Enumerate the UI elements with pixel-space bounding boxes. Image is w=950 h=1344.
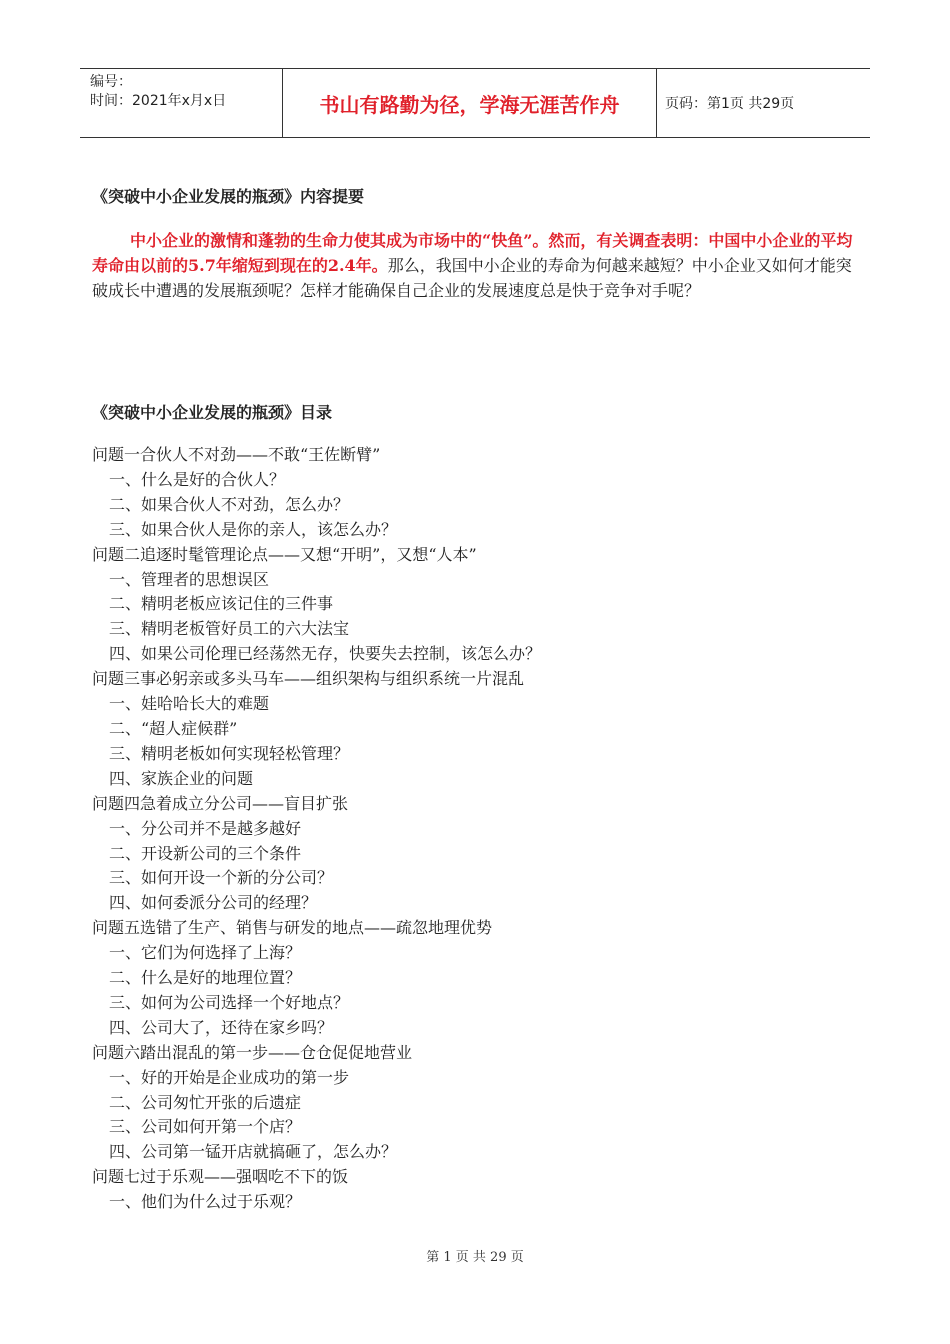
toc-item: 一、什么是好的合伙人？ (109, 469, 286, 489)
toc-item: 二、“超人症候群” (109, 718, 238, 738)
toc-item: 四、公司第一锰开店就搞砸了，怎么办？ (109, 1142, 398, 1162)
toc-item: 二、精明老板应该记住的三件事 (109, 594, 334, 614)
toc-item: 四、家族企业的问题 (109, 768, 254, 788)
toc-item: 三、如果合伙人是你的亲人，该怎么办？ (109, 519, 398, 539)
toc-problem-title: 问题七过于乐观——强咽吃不下的饭 (92, 1167, 349, 1187)
toc-item: 二、开设新公司的三个条件 (109, 843, 302, 863)
toc-problem-title: 问题五选错了生产、销售与研发的地点——疏忽地理优势 (92, 918, 493, 938)
summary-paragraph (92, 228, 862, 303)
toc-item: 四、如何委派分公司的经理？ (109, 893, 318, 913)
time-label: 时间：2021年x月x日 (90, 93, 227, 109)
toc-item: 四、公司大了，还待在家乡吗？ (109, 1017, 334, 1037)
toc-item: 一、分公司并不是越多越好 (109, 818, 302, 838)
toc-problem-title: 问题一合伙人不对劲——不敢“王佐断臂” (92, 445, 381, 464)
header-page-label: 页码：第1页 共29页 (665, 96, 795, 112)
summary-highlight: 中小企业的激情和蓬勃的生命力使其成为市场中的“快鱼”。然而，有关调查表明：中国中小企业的平均寿命由以前的5.7年缩短到现在的2.4年。 (92, 231, 853, 275)
toc-item: 三、如何开设一个新的分公司？ (109, 868, 334, 888)
number-label: 编号： (90, 74, 132, 90)
toc-problem-title: 问题四急着成立分公司——盲目扩张 (92, 793, 349, 813)
toc-item: 一、它们为何选择了上海？ (109, 943, 302, 963)
toc-item: 二、什么是好的地理位置？ (109, 968, 302, 988)
summary-text: 那么，我国中小企业的寿命为何越来越短？中小企业又如何才能突破成长中遭遇的发展瓶颈呢？怎样才能确保自己企业的发展速度总是快于竞争对手呢？ (92, 256, 852, 300)
toc-item: 四、如果公司伦理已经荡然无存，快要失去控制，该怎么办？ (109, 644, 542, 664)
toc-item: 一、管理者的思想误区 (109, 569, 270, 589)
toc-item: 三、如何为公司选择一个好地点？ (109, 992, 350, 1012)
toc-item: 二、公司匆忙开张的后遗症 (109, 1092, 302, 1112)
header-meta (80, 69, 283, 137)
toc-problem-title: 问题六踏出混乱的第一步——仓仓促促地营业 (92, 1042, 413, 1062)
toc-item: 一、好的开始是企业成功的第一步 (109, 1067, 350, 1087)
summary-title: 《突破中小企业发展的瓶颈》内容提要 (92, 187, 365, 206)
toc-item: 三、精明老板管好员工的六大法宝 (109, 619, 350, 639)
table-of-contents (92, 443, 862, 1215)
toc-title: 《突破中小企业发展的瓶颈》目录 (92, 403, 333, 422)
page-footer: 第 1 页 共 29 页 (426, 1250, 524, 1265)
toc-problem-title: 问题二追逐时髦管理论点——又想“开明”，又想“人本” (92, 544, 477, 564)
toc-item: 一、娃哈哈长大的难题 (109, 694, 270, 714)
toc-item: 三、公司如何开第一个店？ (109, 1117, 302, 1137)
toc-item: 二、如果合伙人不对劲，怎么办？ (109, 494, 350, 514)
page-header (80, 68, 870, 138)
toc-item: 三、精明老板如何实现轻松管理？ (109, 743, 350, 763)
toc-item: 一、他们为什么过于乐观？ (109, 1192, 302, 1212)
header-motto: 书山有路勤为径，学海无涯苦作舟 (283, 69, 657, 137)
toc-problem-title: 问题三事必躬亲或多头马车——组织架构与组织系统一片混乱 (92, 669, 525, 689)
